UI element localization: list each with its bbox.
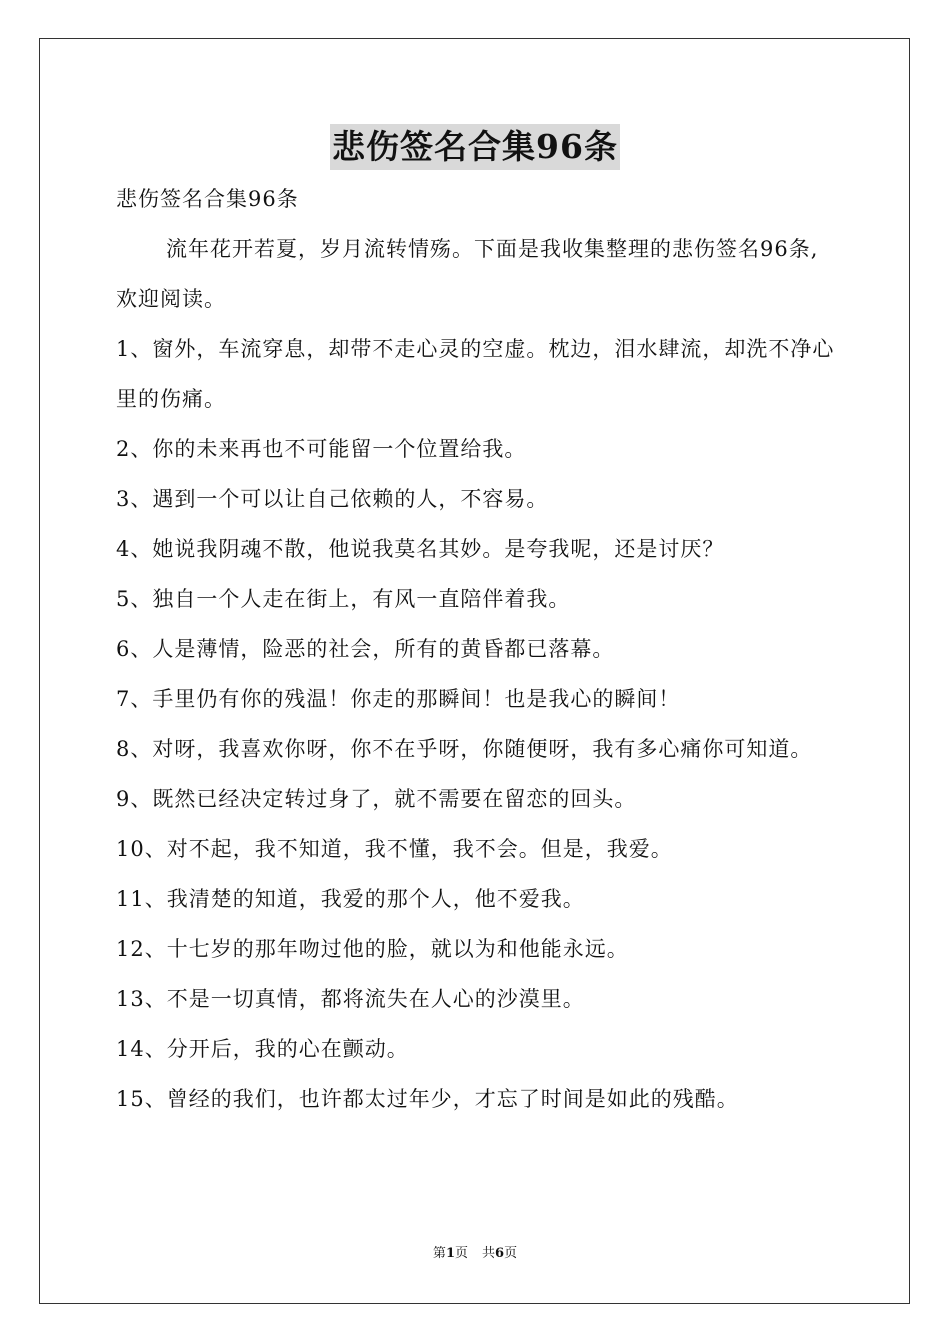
document-title: 悲伤签名合集96条 xyxy=(330,124,620,170)
list-item: 7、手里仍有你的残温！你走的那瞬间！也是我心的瞬间！ xyxy=(116,687,681,711)
page-footer xyxy=(0,1244,950,1264)
total-prefix: 共 xyxy=(482,1246,496,1261)
document-body xyxy=(116,174,838,1124)
list-item: 2、你的未来再也不可能留一个位置给我。 xyxy=(116,437,527,461)
list-item: 3、遇到一个可以让自己依赖的人，不容易。 xyxy=(116,487,549,511)
list-item: 1、窗外，车流穿息，却带不走心灵的空虚。枕边，泪水肆流，却洗不净心里的伤痛。 xyxy=(116,337,835,411)
list-item: 6、人是薄情，险恶的社会，所有的黄昏都已落幕。 xyxy=(116,637,615,661)
list-item: 15、曾经的我们，也许都太过年少，才忘了时间是如此的残酷。 xyxy=(116,1087,739,1111)
list-item: 11、我清楚的知道，我爱的那个人，他不爱我。 xyxy=(116,887,585,911)
list-item: 13、不是一切真情，都将流失在人心的沙漠里。 xyxy=(116,987,585,1011)
list-item: 12、十七岁的那年吻过他的脸，就以为和他能永远。 xyxy=(116,937,629,961)
list-item: 9、既然已经决定转过身了，就不需要在留恋的回头。 xyxy=(116,787,637,811)
total-pages: 6 xyxy=(495,1246,505,1261)
list-item: 10、对不起，我不知道，我不懂，我不会。但是，我爱。 xyxy=(116,837,673,861)
total-suffix: 页 xyxy=(504,1246,518,1261)
list-item: 8、对呀，我喜欢你呀，你不在乎呀，你随便呀，我有多心痛你可知道。 xyxy=(116,737,813,761)
list-item: 14、分开后，我的心在颤动。 xyxy=(116,1037,409,1061)
title-container xyxy=(0,124,950,170)
document-subtitle: 悲伤签名合集96条 xyxy=(116,187,299,211)
page-number: 1 xyxy=(445,1246,455,1261)
intro-paragraph: 流年花开若夏，岁月流转情殇。下面是我收集整理的悲伤签名96条,欢迎阅读。 xyxy=(116,237,819,311)
page-suffix: 页 xyxy=(454,1246,468,1261)
list-item: 4、她说我阴魂不散，他说我莫名其妙。是夸我呢，还是讨厌？ xyxy=(116,537,725,561)
list-item: 5、独自一个人走在街上，有风一直陪伴着我。 xyxy=(116,587,571,611)
page-prefix: 第 xyxy=(432,1246,446,1261)
